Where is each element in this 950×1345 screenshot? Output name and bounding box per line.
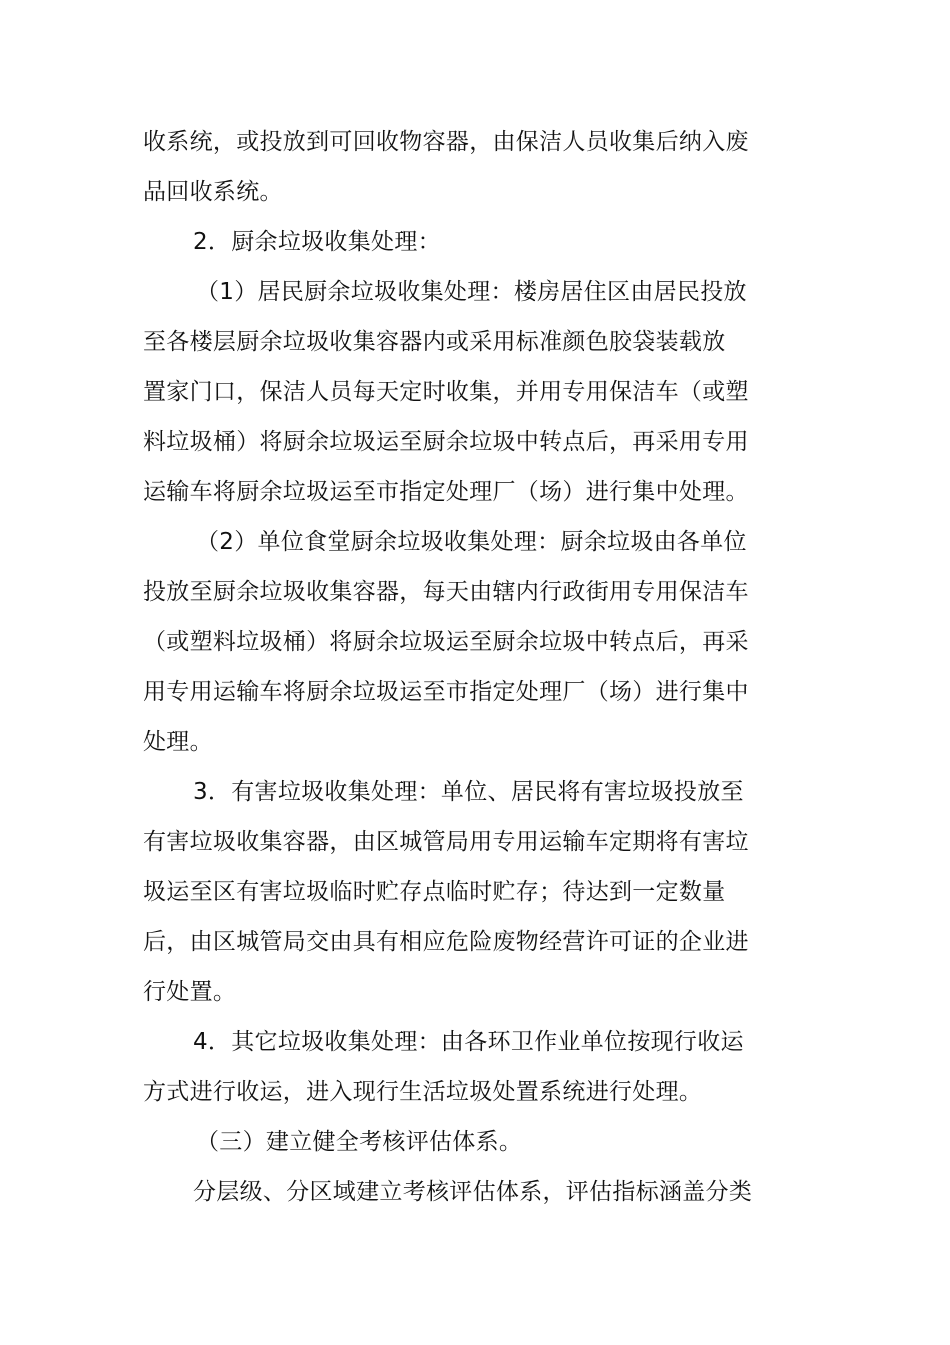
paragraph-line: 用专用运输车将厨余垃圾运至市指定处理厂（场）进行集中 [143, 679, 749, 705]
paragraph-line: 处理。 [143, 729, 213, 755]
paragraph-line: （2）单位食堂厨余垃圾收集处理：厨余垃圾由各单位 [196, 529, 747, 555]
paragraph-line: （1）居民厨余垃圾收集处理：楼房居住区由居民投放 [196, 279, 747, 305]
paragraph-line: 至各楼层厨余垃圾收集容器内或采用标准颜色胶袋装载放 [143, 329, 726, 355]
section-heading: 2．厨余垃圾收集处理： [193, 229, 441, 255]
paragraph-line: 置家门口，保洁人员每天定时收集，并用专用保洁车（或塑 [143, 379, 749, 405]
paragraph-line: 分层级、分区域建立考核评估体系，评估指标涵盖分类 [193, 1179, 753, 1205]
paragraph-line: 品回收系统。 [143, 179, 283, 205]
paragraph-line: 收系统，或投放到可回收物容器，由保洁人员收集后纳入废 [143, 129, 749, 155]
paragraph-line: 圾运至区有害垃圾临时贮存点临时贮存；待达到一定数量 [143, 879, 726, 905]
paragraph-line: 方式进行收运，进入现行生活垃圾处置系统进行处理。 [143, 1079, 703, 1105]
paragraph-line: 行处置。 [143, 979, 237, 1005]
section-heading: （三）建立健全考核评估体系。 [196, 1129, 523, 1155]
paragraph-line: 运输车将厨余垃圾运至市指定处理厂（场）进行集中处理。 [143, 479, 749, 505]
paragraph-line: 4．其它垃圾收集处理：由各环卫作业单位按现行收运 [193, 1029, 744, 1055]
paragraph-line: 投放至厨余垃圾收集容器，每天由辖内行政街用专用保洁车 [143, 579, 749, 605]
paragraph-line: 有害垃圾收集容器，由区城管局用专用运输车定期将有害垃 [143, 829, 749, 855]
paragraph-line: 料垃圾桶）将厨余垃圾运至厨余垃圾中转点后，再采用专用 [143, 429, 749, 455]
paragraph-line: 3．有害垃圾收集处理：单位、居民将有害垃圾投放至 [193, 779, 744, 805]
paragraph-line: 后，由区城管局交由具有相应危险废物经营许可证的企业进 [143, 929, 749, 955]
paragraph-line: （或塑料垃圾桶）将厨余垃圾运至厨余垃圾中转点后，再采 [143, 629, 749, 655]
